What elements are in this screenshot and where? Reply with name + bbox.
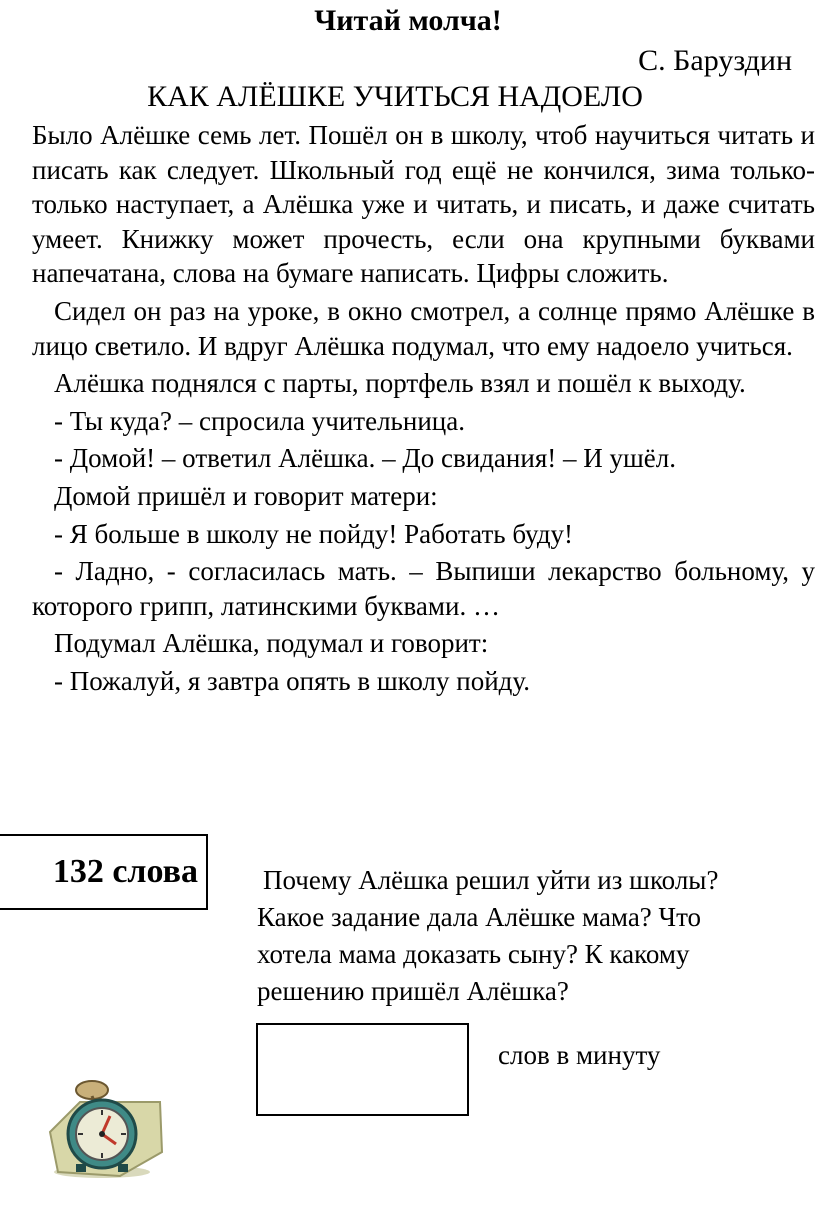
reading-rate-input-box[interactable] bbox=[256, 1023, 469, 1116]
story-title: КАК АЛЁШКЕ УЧИТЬСЯ НАДОЕЛО bbox=[147, 80, 643, 113]
question-line: решению пришёл Алёшка? bbox=[257, 976, 569, 1006]
story-paragraph: Алёшка поднялся с парты, портфель взял и пошёл к выходу. bbox=[54, 368, 746, 399]
story-paragraph: Подумал Алёшка, подумал и говорит: bbox=[54, 628, 489, 659]
word-count-box bbox=[0, 834, 208, 910]
story-paragraph: - Я больше в школу не пойду! Работать буду! bbox=[54, 518, 574, 549]
comprehension-questions bbox=[257, 862, 797, 1010]
story-paragraph: - Домой! – ответил Алёшка. – До свидания! – И ушёл. bbox=[54, 443, 676, 474]
reading-rate-label: слов в минуту bbox=[498, 1040, 661, 1070]
word-count: 132 слова bbox=[52, 853, 198, 890]
page-heading: Читай молча! bbox=[314, 4, 502, 37]
story-paragraph: - Пожалуй, я завтра опять в школу пойду. bbox=[54, 665, 530, 696]
question-line: Почему Алёшка решил уйти из школы? bbox=[263, 865, 719, 895]
alarm-clock-icon bbox=[40, 1072, 170, 1182]
story-paragraph: - Ты куда? – спросила учительница. bbox=[54, 405, 465, 436]
question-line: Какое задание дала Алёшке мама? Что bbox=[257, 902, 702, 932]
question-line: хотела мама доказать сыну? К какому bbox=[257, 939, 690, 969]
story-paragraph: Сидел он раз на уроке, в окно смотрел, а солнце прямо Алёшке в лицо светило. И вдруг Алёшка подумал, что ему надоело учиться. bbox=[32, 295, 815, 361]
author-name: С. Баруздин bbox=[638, 44, 792, 77]
story-paragraph: Было Алёшке семь лет. Пошёл он в школу, чтоб научиться читать и писать как следует. Школьный год ещё не кончился, зима только-только наступает, а Алёшка уже и читать, и писать, и даже считать умеет. Книжку может прочесть, если она крупными буквами напечатана, слова на бумаге написать. Цифры сложить. bbox=[32, 120, 815, 289]
story-text bbox=[32, 118, 815, 699]
story-paragraph: Домой пришёл и говорит матери: bbox=[54, 480, 438, 511]
story-paragraph: - Ладно, - согласилась мать. – Выпиши лекарство больному, у которого грипп, латинскими буквами. … bbox=[32, 556, 815, 621]
